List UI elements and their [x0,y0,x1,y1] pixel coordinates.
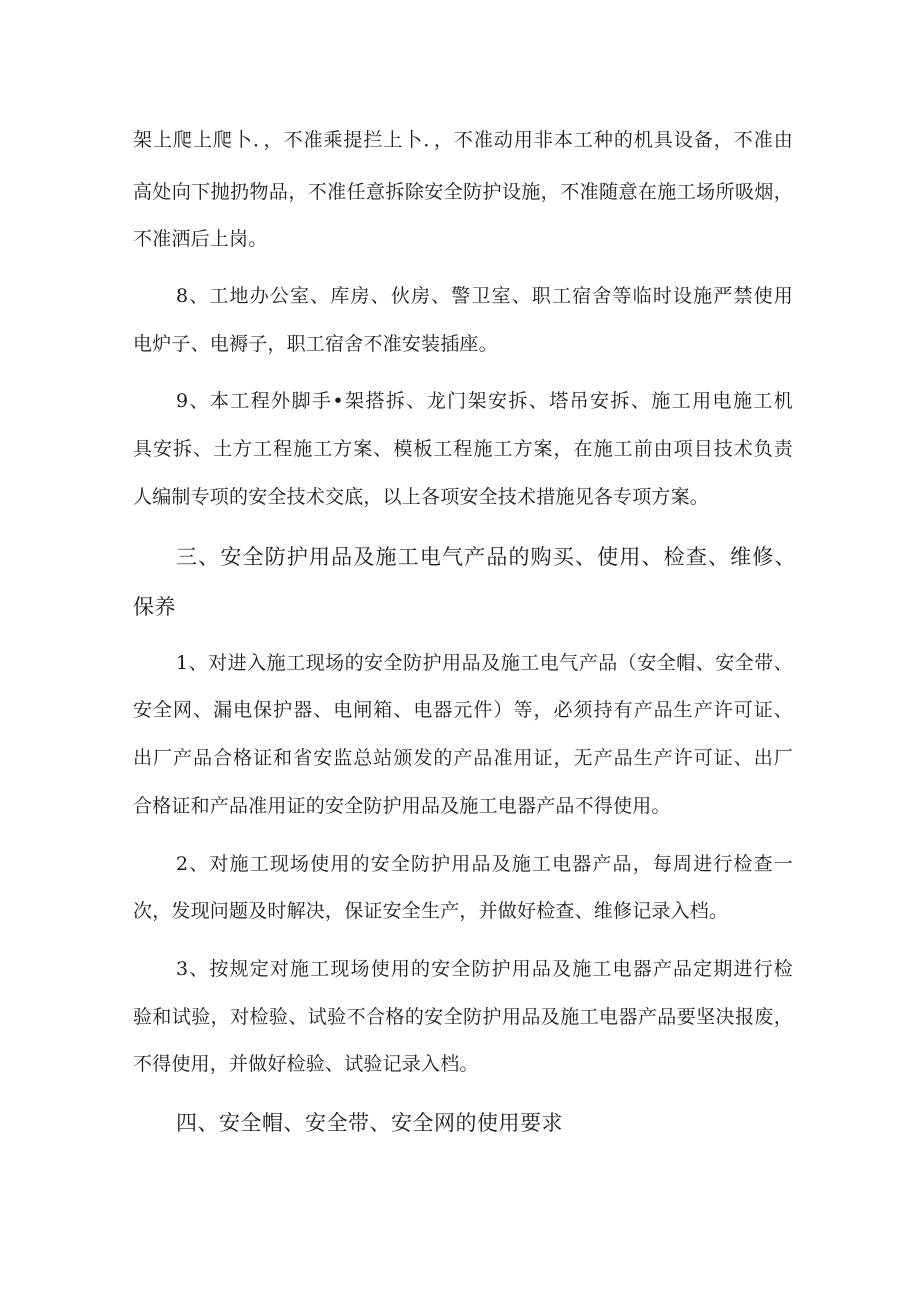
paragraph-line: 具安拆、土方工程施工方案、模板工程施工方案，在施工前由项目技术负责 [133,438,793,460]
paragraph-line: 不准洒后上岗。 [133,228,268,250]
paragraph-line: 架上爬上爬卜．，不准乘提拦上卜．，不准动用非本工种的机具设备，不准由 [133,129,793,151]
paragraph-line: 1、对进入施工现场的安全防护用品及施工电气产品（安全帽、安全带、 [176,652,793,674]
paragraph-line: 2、对施工现场使用的安全防护用品及施工电器产品，每周进行检查一 [176,853,793,875]
paragraph-line: 9、本工程外脚手•架搭拆、龙门架安拆、塔吊安拆、施工用电施工机 [176,390,793,412]
paragraph-line: 3、按规定对施工现场使用的安全防护用品及施工电器产品定期进行检 [176,958,793,980]
paragraph-line: 高处向下抛扔物品，不准任意拆除安全防护设施，不准随意在施工场所吸烟， [133,181,793,203]
paragraph-line: 不得使用，并做好检验、试验记录入档。 [133,1053,479,1075]
paragraph-line: 安全网、漏电保护器、电闸箱、电器元件）等，必须持有产品生产许可证、 [133,699,793,721]
paragraph-line: 电炉子、电褥子，职工宿舍不准安装插座。 [133,333,498,355]
paragraph-line: 人编制专项的安全技术交底，以上各项安全技术措施见各专项方案。 [133,486,710,508]
section-heading: 四、安全帽、安全带、安全网的使用要求 [176,1111,563,1135]
paragraph-line: 8、工地办公室、库房、伙房、警卫室、职工宿舍等临时设施严禁使用 [176,285,793,307]
paragraph-line: 验和试验，对检验、试验不合格的安全防护用品及施工电器产品要坚决报废， [133,1006,793,1028]
section-heading: 保养 [133,595,176,619]
paragraph-line: 合格证和产品准用证的安全防护用品及施工电器产品不得使用。 [133,795,671,817]
section-heading: 三、安全防护用品及施工电气产品的购买、使用、检查、维修、 [176,545,796,569]
paragraph-line: 次，发现问题及时解决，保证安全生产，并做好检查、维修记录入档。 [133,900,729,922]
paragraph-line: 出厂产品合格证和省安监总站颁发的产品准用证，无产品生产许可证、出厂 [133,747,793,769]
